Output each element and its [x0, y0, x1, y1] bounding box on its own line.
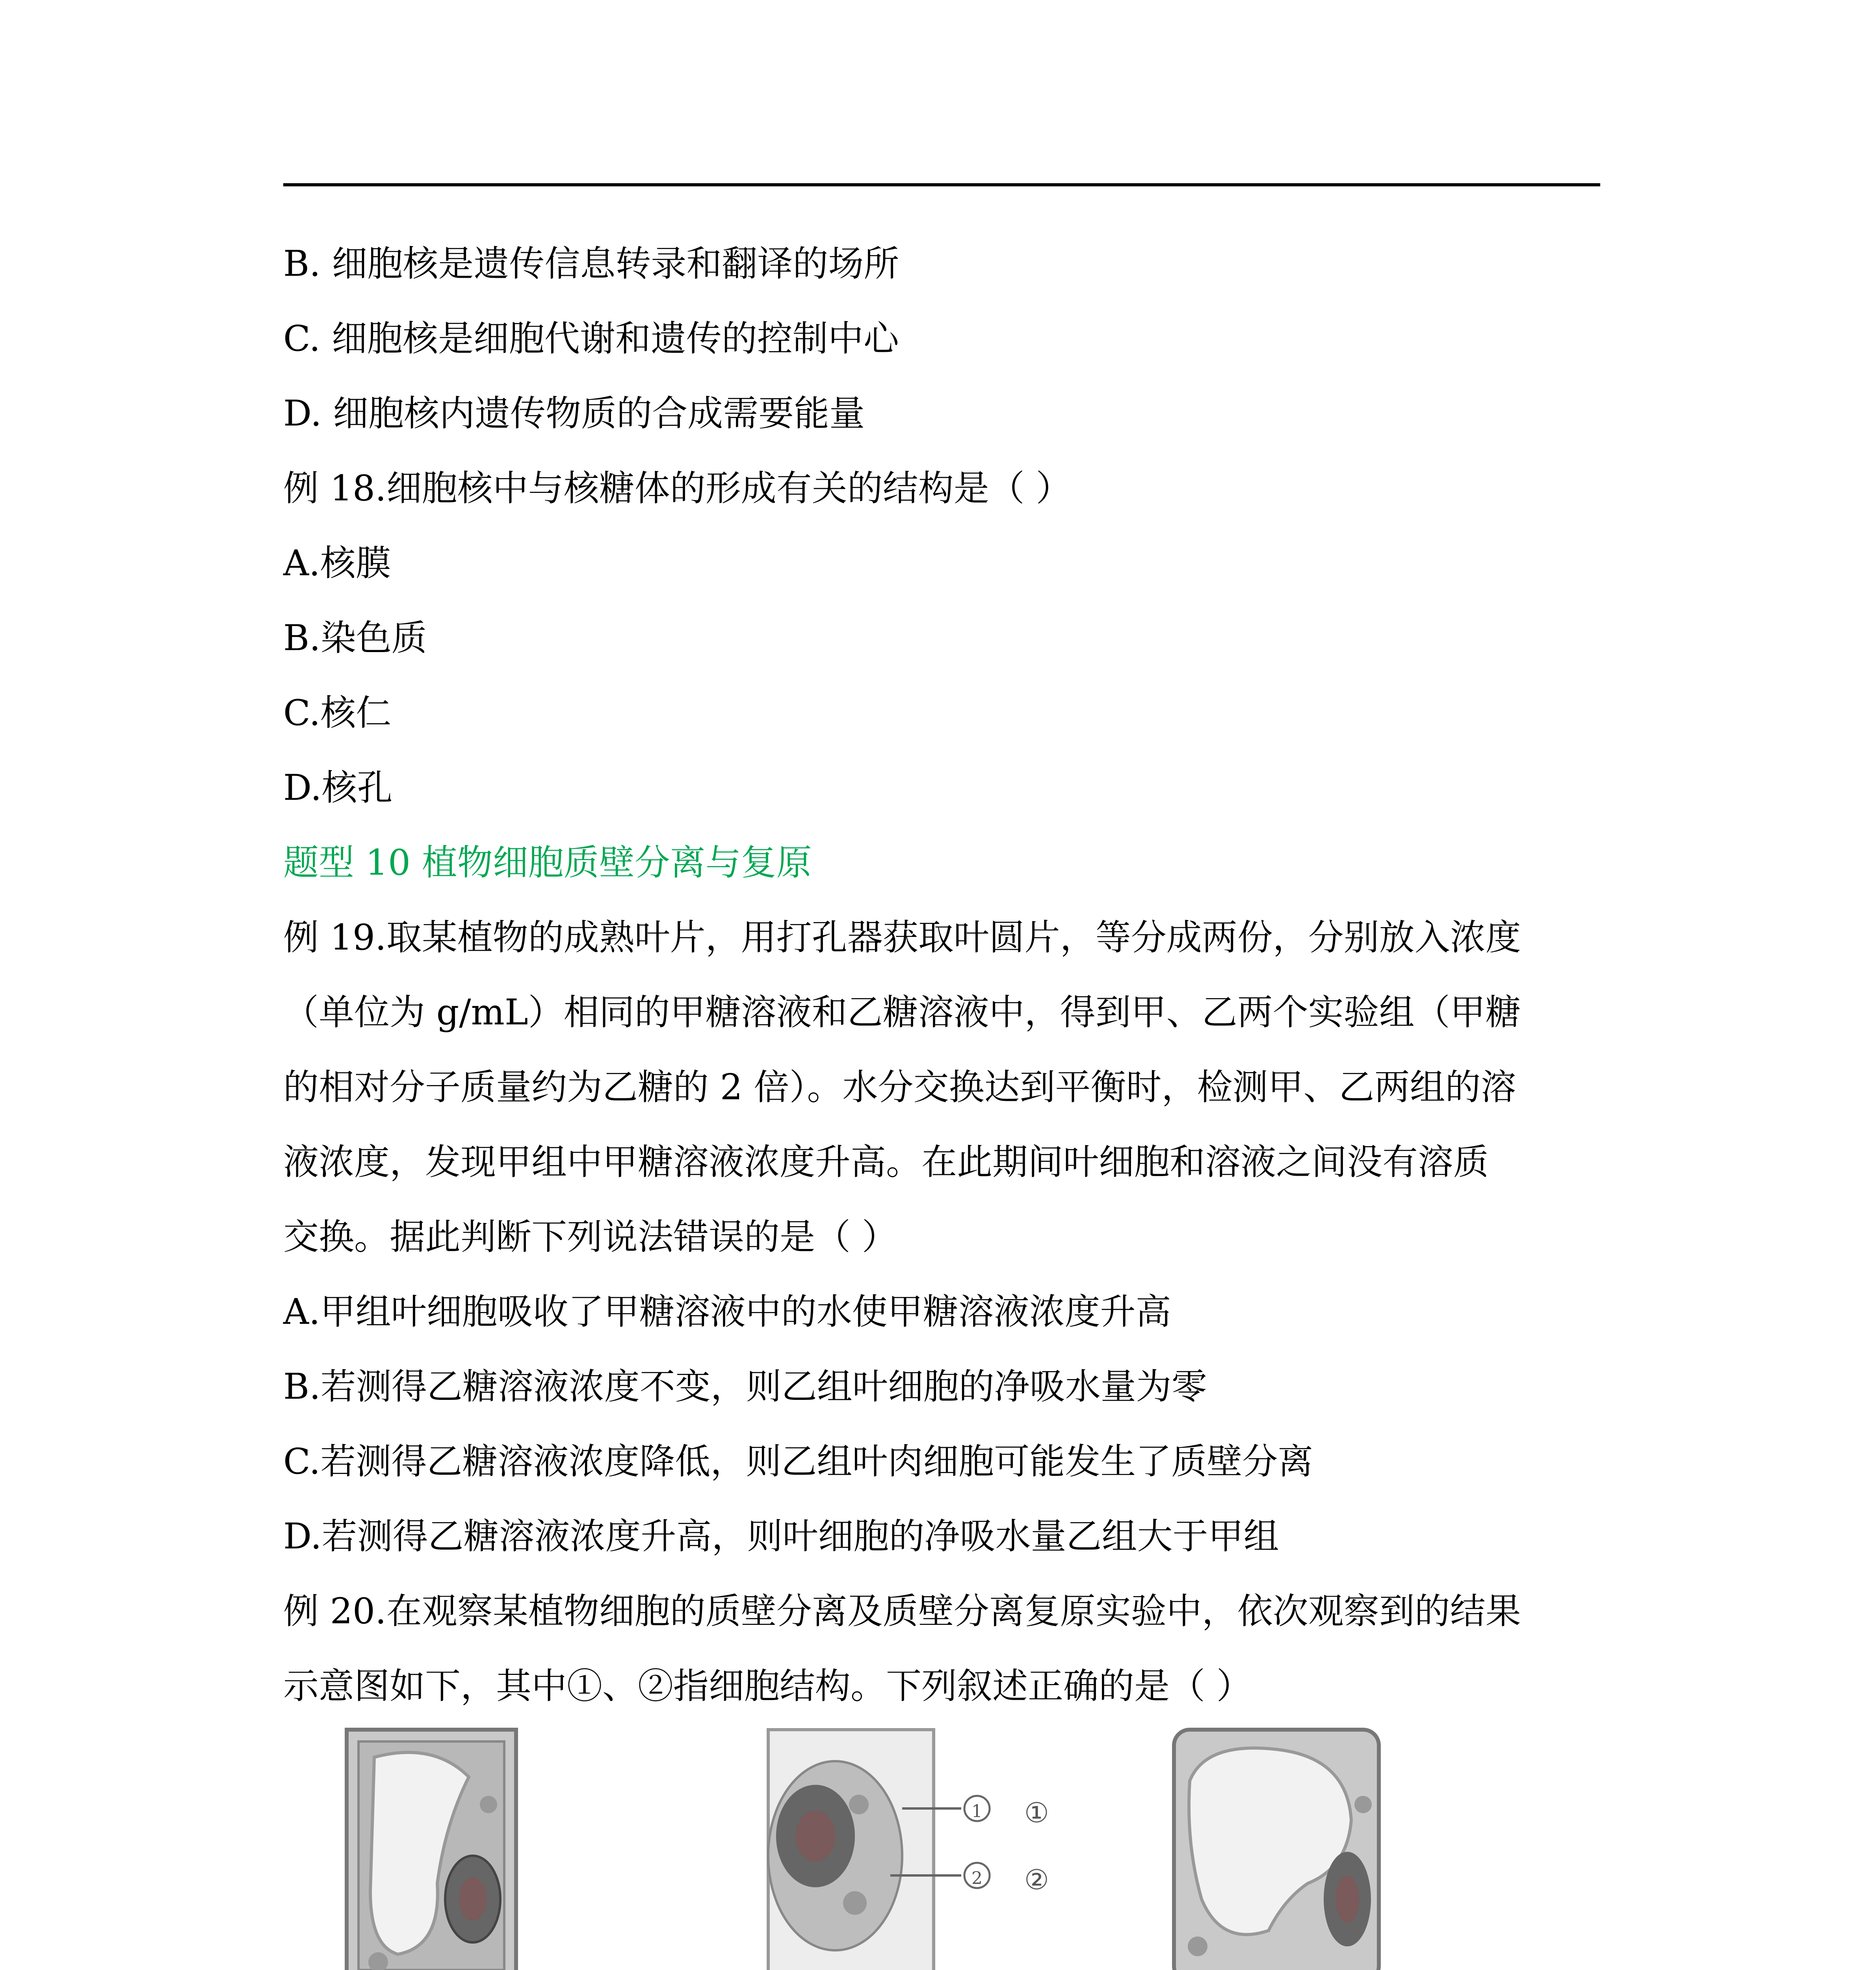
- svg-text:1: 1: [971, 1801, 983, 1821]
- q19-option-c: C.若测得乙糖溶液浓度降低，则乙组叶肉细胞可能发生了质壁分离: [283, 1441, 1313, 1482]
- q19-option-d: D.若测得乙糖溶液浓度升高，则叶细胞的净吸水量乙组大于甲组: [283, 1516, 1279, 1557]
- section-heading: 题型 10 植物细胞质壁分离与复原: [283, 842, 812, 883]
- figure-marker-2: ②: [1024, 1864, 1049, 1896]
- q19-option-b: B.若测得乙糖溶液浓度不变，则乙组叶细胞的净吸水量为零: [283, 1366, 1207, 1407]
- q19-stem-line-5: 交换。据此判断下列说法错误的是（ ）: [283, 1216, 897, 1258]
- prev-option-d: D. 细胞核内遗传物质的合成需要能量: [283, 393, 865, 434]
- q18-option-a: A.核膜: [283, 543, 391, 584]
- q19-stem-line-2: （单位为 g/mL）相同的甲糖溶液和乙糖溶液中，得到甲、乙两个实验组（甲糖: [283, 992, 1521, 1033]
- header-rule: [283, 183, 1600, 186]
- q20-stem-line-1: 例 20.在观察某植物细胞的质壁分离及质壁分离复原实验中，依次观察到的结果: [283, 1591, 1521, 1632]
- q18-option-d: D.核孔: [283, 767, 393, 808]
- cell-yi: [768, 1730, 990, 1970]
- q19-stem-line-1: 例 19.取某植物的成熟叶片，用打孔器获取叶圆片，等分成两份，分别放入浓度: [283, 917, 1521, 958]
- q20-stem-line-2: 示意图如下，其中①、②指细胞结构。下列叙述正确的是（ ）: [283, 1665, 1252, 1707]
- cell-bing: [1174, 1730, 1379, 1970]
- q19-option-a: A.甲组叶细胞吸收了甲糖溶液中的水使甲糖溶液浓度升高: [283, 1291, 1171, 1333]
- q18-stem: 例 18.细胞核中与核糖体的形成有关的结构是（ ）: [283, 468, 1072, 509]
- cell-jia: [347, 1730, 516, 1970]
- prev-option-c: C. 细胞核是细胞代谢和遗传的控制中心: [283, 318, 899, 359]
- q19-stem-line-4: 液浓度，发现甲组中甲糖溶液浓度升高。在此期间叶细胞和溶液之间没有溶质: [283, 1141, 1489, 1183]
- q18-option-b: B.染色质: [283, 617, 427, 659]
- q18-option-c: C.核仁: [283, 692, 392, 734]
- prev-option-b: B. 细胞核是遗传信息转录和翻译的场所: [283, 243, 899, 284]
- svg-text:2: 2: [971, 1868, 983, 1888]
- plasmolysis-figure: [339, 1726, 1442, 1970]
- figure-marker-1: ①: [1024, 1797, 1049, 1829]
- q19-stem-line-3: 的相对分子质量约为乙糖的 2 倍）。水分交换达到平衡时，检测甲、乙两组的溶: [283, 1067, 1516, 1108]
